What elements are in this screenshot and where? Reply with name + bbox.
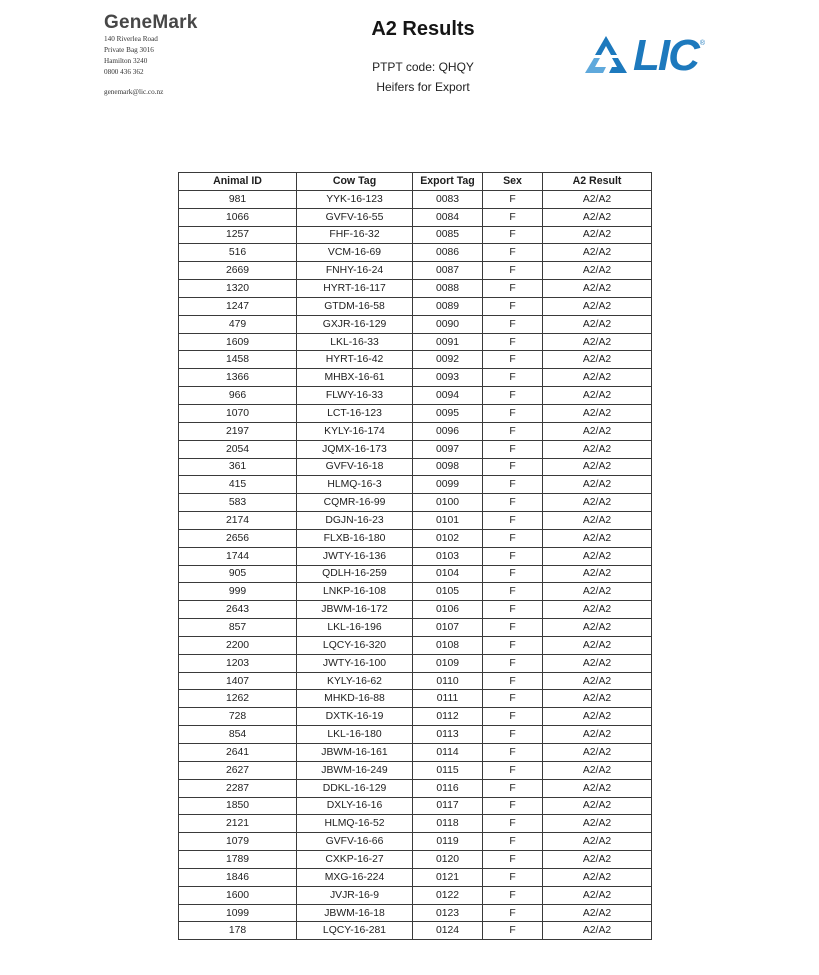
animal-id-cell: 516 [179,244,297,262]
table-row [179,886,652,904]
animal-id-cell: 1079 [179,833,297,851]
export-tag-cell: 0123 [413,904,483,922]
a2-result-cell: A2/A2 [543,387,652,405]
a2-result-cell: A2/A2 [543,512,652,530]
a2-result-cell: A2/A2 [543,851,652,869]
animal-id-cell: 2174 [179,512,297,530]
export-tag-cell: 0115 [413,761,483,779]
export-tag-cell: 0110 [413,672,483,690]
table-row [179,726,652,744]
table-row [179,404,652,422]
table-row [179,654,652,672]
animal-id-cell: 1320 [179,280,297,298]
animal-id-cell: 1609 [179,333,297,351]
sex-cell: F [483,458,543,476]
a2-result-cell: A2/A2 [543,440,652,458]
a2-result-cell: A2/A2 [543,190,652,208]
animal-id-cell: 1407 [179,672,297,690]
table-row [179,583,652,601]
animal-id-cell: 2656 [179,529,297,547]
sex-cell: F [483,280,543,298]
export-tag-cell: 0111 [413,690,483,708]
column-header-export-tag: Export Tag [413,173,483,191]
cow-tag-cell: MXG-16-224 [297,868,413,886]
table-row [179,512,652,530]
table-row [179,280,652,298]
sex-cell: F [483,547,543,565]
animal-id-cell: 1099 [179,904,297,922]
a2-result-cell: A2/A2 [543,244,652,262]
sex-cell: F [483,672,543,690]
table-row [179,797,652,815]
table-row [179,672,652,690]
cow-tag-cell: KYLY-16-174 [297,422,413,440]
animal-id-cell: 2200 [179,636,297,654]
animal-id-cell: 1262 [179,690,297,708]
a2-result-cell: A2/A2 [543,726,652,744]
sex-cell: F [483,226,543,244]
a2-result-cell: A2/A2 [543,333,652,351]
sex-cell: F [483,244,543,262]
cow-tag-cell: FLWY-16-33 [297,387,413,405]
cow-tag-cell: JWTY-16-136 [297,547,413,565]
results-table [178,172,652,940]
cow-tag-cell: JBWM-16-172 [297,601,413,619]
table-row [179,208,652,226]
a2-result-cell: A2/A2 [543,922,652,940]
registered-mark: ® [699,40,706,47]
export-tag-cell: 0113 [413,726,483,744]
animal-id-cell: 905 [179,565,297,583]
export-tag-cell: 0094 [413,387,483,405]
table-row [179,833,652,851]
animal-id-cell: 999 [179,583,297,601]
table-row [179,779,652,797]
table-row [179,529,652,547]
sex-cell: F [483,619,543,637]
cow-tag-cell: JBWM-16-18 [297,904,413,922]
export-tag-cell: 0099 [413,476,483,494]
cow-tag-cell: JBWM-16-249 [297,761,413,779]
export-tag-cell: 0114 [413,744,483,762]
a2-result-cell: A2/A2 [543,422,652,440]
a2-result-cell: A2/A2 [543,476,652,494]
cow-tag-cell: GTDM-16-58 [297,297,413,315]
cow-tag-cell: JWTY-16-100 [297,654,413,672]
table-row [179,868,652,886]
cow-tag-cell: GVFV-16-66 [297,833,413,851]
table-row [179,476,652,494]
cow-tag-cell: JQMX-16-173 [297,440,413,458]
table-row [179,601,652,619]
a2-result-cell: A2/A2 [543,744,652,762]
table-row [179,708,652,726]
export-tag-cell: 0108 [413,636,483,654]
a2-result-cell: A2/A2 [543,547,652,565]
animal-id-cell: 2669 [179,262,297,280]
export-tag-cell: 0112 [413,708,483,726]
sex-cell: F [483,565,543,583]
sex-cell: F [483,744,543,762]
table-row [179,190,652,208]
sex-cell: F [483,262,543,280]
cow-tag-cell: DXTK-16-19 [297,708,413,726]
a2-result-cell: A2/A2 [543,369,652,387]
cow-tag-cell: FHF-16-32 [297,226,413,244]
sender-address-line: Private Bag 3016 [104,46,154,54]
table-row [179,226,652,244]
animal-id-cell: 1846 [179,868,297,886]
cow-tag-cell: YYK-16-123 [297,190,413,208]
cow-tag-cell: LKL-16-180 [297,726,413,744]
cow-tag-cell: KYLY-16-62 [297,672,413,690]
animal-id-cell: 2627 [179,761,297,779]
sex-cell: F [483,404,543,422]
a2-result-cell: A2/A2 [543,351,652,369]
animal-id-cell: 2643 [179,601,297,619]
table-row [179,422,652,440]
table-row [179,851,652,869]
export-tag-cell: 0097 [413,440,483,458]
animal-id-cell: 1366 [179,369,297,387]
export-tag-cell: 0104 [413,565,483,583]
cow-tag-cell: GVFV-16-18 [297,458,413,476]
table-row [179,815,652,833]
a2-result-cell: A2/A2 [543,833,652,851]
lic-logo-text: LIC [633,31,698,80]
a2-result-cell: A2/A2 [543,815,652,833]
a2-result-cell: A2/A2 [543,404,652,422]
animal-id-cell: 966 [179,387,297,405]
a2-result-cell: A2/A2 [543,619,652,637]
sex-cell: F [483,922,543,940]
export-tag-cell: 0083 [413,190,483,208]
cow-tag-cell: HLMQ-16-52 [297,815,413,833]
a2-result-cell: A2/A2 [543,761,652,779]
sender-address-line: Hamilton 3240 [104,57,148,65]
sex-cell: F [483,797,543,815]
sex-cell: F [483,422,543,440]
table-row [179,619,652,637]
animal-id-cell: 2641 [179,744,297,762]
table-row [179,547,652,565]
animal-id-cell: 1850 [179,797,297,815]
cow-tag-cell: LCT-16-123 [297,404,413,422]
sender-address-line: 140 Riverlea Road [104,35,158,43]
a2-result-cell: A2/A2 [543,565,652,583]
export-tag-cell: 0105 [413,583,483,601]
table-row [179,315,652,333]
animal-id-cell: 1744 [179,547,297,565]
animal-id-cell: 2121 [179,815,297,833]
a2-result-cell: A2/A2 [543,583,652,601]
animal-id-cell: 2054 [179,440,297,458]
export-tag-cell: 0096 [413,422,483,440]
cow-tag-cell: FLXB-16-180 [297,529,413,547]
export-tag-cell: 0119 [413,833,483,851]
table-row [179,565,652,583]
cow-tag-cell: HLMQ-16-3 [297,476,413,494]
sex-cell: F [483,726,543,744]
animal-id-cell: 1070 [179,404,297,422]
animal-id-cell: 178 [179,922,297,940]
table-row [179,904,652,922]
a2-result-cell: A2/A2 [543,636,652,654]
cow-tag-cell: GXJR-16-129 [297,315,413,333]
export-tag-cell: 0122 [413,886,483,904]
a2-result-cell: A2/A2 [543,886,652,904]
table-row [179,333,652,351]
cow-tag-cell: LKL-16-196 [297,619,413,637]
cow-tag-cell: LKL-16-33 [297,333,413,351]
export-tag-cell: 0107 [413,619,483,637]
lic-triangle-icon [583,34,629,78]
cow-tag-cell: VCM-16-69 [297,244,413,262]
export-tag-cell: 0093 [413,369,483,387]
table-row [179,458,652,476]
a2-result-cell: A2/A2 [543,226,652,244]
a2-result-cell: A2/A2 [543,529,652,547]
table-row [179,744,652,762]
table-row [179,369,652,387]
animal-id-cell: 728 [179,708,297,726]
sex-cell: F [483,815,543,833]
sex-cell: F [483,440,543,458]
animal-id-cell: 583 [179,494,297,512]
animal-id-cell: 1458 [179,351,297,369]
a2-result-cell: A2/A2 [543,458,652,476]
sex-cell: F [483,190,543,208]
animal-id-cell: 1600 [179,886,297,904]
animal-id-cell: 1247 [179,297,297,315]
cow-tag-cell: CQMR-16-99 [297,494,413,512]
animal-id-cell: 854 [179,726,297,744]
column-header-cow-tag: Cow Tag [297,173,413,191]
cow-tag-cell: LNKP-16-108 [297,583,413,601]
sex-cell: F [483,529,543,547]
a2-result-cell: A2/A2 [543,708,652,726]
a2-result-cell: A2/A2 [543,779,652,797]
export-tag-cell: 0087 [413,262,483,280]
a2-result-cell: A2/A2 [543,904,652,922]
cow-tag-cell: JBWM-16-161 [297,744,413,762]
table-row [179,387,652,405]
animal-id-cell: 479 [179,315,297,333]
table-row [179,636,652,654]
sex-cell: F [483,636,543,654]
table-row [179,351,652,369]
cow-tag-cell: DGJN-16-23 [297,512,413,530]
sex-cell: F [483,708,543,726]
table-row [179,690,652,708]
sex-cell: F [483,761,543,779]
export-tag-cell: 0121 [413,868,483,886]
export-tag-cell: 0124 [413,922,483,940]
animal-id-cell: 361 [179,458,297,476]
sex-cell: F [483,886,543,904]
table-header-row [179,173,652,191]
animal-id-cell: 1789 [179,851,297,869]
a2-result-cell: A2/A2 [543,262,652,280]
sex-cell: F [483,387,543,405]
table-row [179,761,652,779]
export-tag-cell: 0098 [413,458,483,476]
export-tag-cell: 0091 [413,333,483,351]
sex-cell: F [483,654,543,672]
animal-id-cell: 1203 [179,654,297,672]
sex-cell: F [483,369,543,387]
sex-cell: F [483,690,543,708]
animal-id-cell: 981 [179,190,297,208]
cow-tag-cell: HYRT-16-42 [297,351,413,369]
sex-cell: F [483,583,543,601]
sender-block [104,12,264,98]
table-row [179,440,652,458]
a2-result-cell: A2/A2 [543,690,652,708]
table-row [179,494,652,512]
animal-id-cell: 415 [179,476,297,494]
sex-cell: F [483,512,543,530]
document-description: Heifers for Export [376,80,470,94]
export-tag-cell: 0120 [413,851,483,869]
ptpt-code: PTPT code: QHQY [372,60,474,74]
export-tag-cell: 0117 [413,797,483,815]
cow-tag-cell: JVJR-16-9 [297,886,413,904]
table-row [179,244,652,262]
cow-tag-cell: CXKP-16-27 [297,851,413,869]
genemark-logo-text: GeneMark [104,12,198,33]
export-tag-cell: 0084 [413,208,483,226]
a2-result-cell: A2/A2 [543,315,652,333]
cow-tag-cell: MHBX-16-61 [297,369,413,387]
sex-cell: F [483,833,543,851]
animal-id-cell: 1066 [179,208,297,226]
a2-result-cell: A2/A2 [543,297,652,315]
export-tag-cell: 0102 [413,529,483,547]
a2-result-cell: A2/A2 [543,654,652,672]
a2-result-cell: A2/A2 [543,494,652,512]
cow-tag-cell: LQCY-16-281 [297,922,413,940]
animal-id-cell: 1257 [179,226,297,244]
table-row [179,922,652,940]
export-tag-cell: 0103 [413,547,483,565]
sex-cell: F [483,315,543,333]
sender-email: genemark@lic.co.nz [104,88,164,96]
table-row [179,297,652,315]
a2-result-cell: A2/A2 [543,601,652,619]
sex-cell: F [483,779,543,797]
cow-tag-cell: MHKD-16-88 [297,690,413,708]
sex-cell: F [483,333,543,351]
sex-cell: F [483,601,543,619]
cow-tag-cell: HYRT-16-117 [297,280,413,298]
export-tag-cell: 0109 [413,654,483,672]
document-title: A2 Results [371,18,475,40]
animal-id-cell: 857 [179,619,297,637]
column-header-animal-id: Animal ID [179,173,297,191]
sex-cell: F [483,851,543,869]
sex-cell: F [483,351,543,369]
export-tag-cell: 0100 [413,494,483,512]
cow-tag-cell: DXLY-16-16 [297,797,413,815]
sex-cell: F [483,868,543,886]
animal-id-cell: 2287 [179,779,297,797]
export-tag-cell: 0106 [413,601,483,619]
export-tag-cell: 0085 [413,226,483,244]
sex-cell: F [483,494,543,512]
export-tag-cell: 0101 [413,512,483,530]
results-table-body [179,190,652,939]
cow-tag-cell: FNHY-16-24 [297,262,413,280]
sex-cell: F [483,476,543,494]
lic-logo [583,32,743,80]
export-tag-cell: 0095 [413,404,483,422]
title-block [300,18,546,97]
sex-cell: F [483,297,543,315]
export-tag-cell: 0092 [413,351,483,369]
sender-phone: 0800 436 362 [104,68,144,76]
cow-tag-cell: GVFV-16-55 [297,208,413,226]
column-header-a2-result: A2 Result [543,173,652,191]
sex-cell: F [483,208,543,226]
a2-result-cell: A2/A2 [543,672,652,690]
table-row [179,262,652,280]
export-tag-cell: 0086 [413,244,483,262]
export-tag-cell: 0116 [413,779,483,797]
cow-tag-cell: LQCY-16-320 [297,636,413,654]
a2-result-cell: A2/A2 [543,280,652,298]
column-header-sex: Sex [483,173,543,191]
a2-result-cell: A2/A2 [543,797,652,815]
export-tag-cell: 0118 [413,815,483,833]
export-tag-cell: 0090 [413,315,483,333]
a2-result-cell: A2/A2 [543,208,652,226]
cow-tag-cell: DDKL-16-129 [297,779,413,797]
animal-id-cell: 2197 [179,422,297,440]
cow-tag-cell: QDLH-16-259 [297,565,413,583]
export-tag-cell: 0088 [413,280,483,298]
sex-cell: F [483,904,543,922]
a2-result-cell: A2/A2 [543,868,652,886]
export-tag-cell: 0089 [413,297,483,315]
